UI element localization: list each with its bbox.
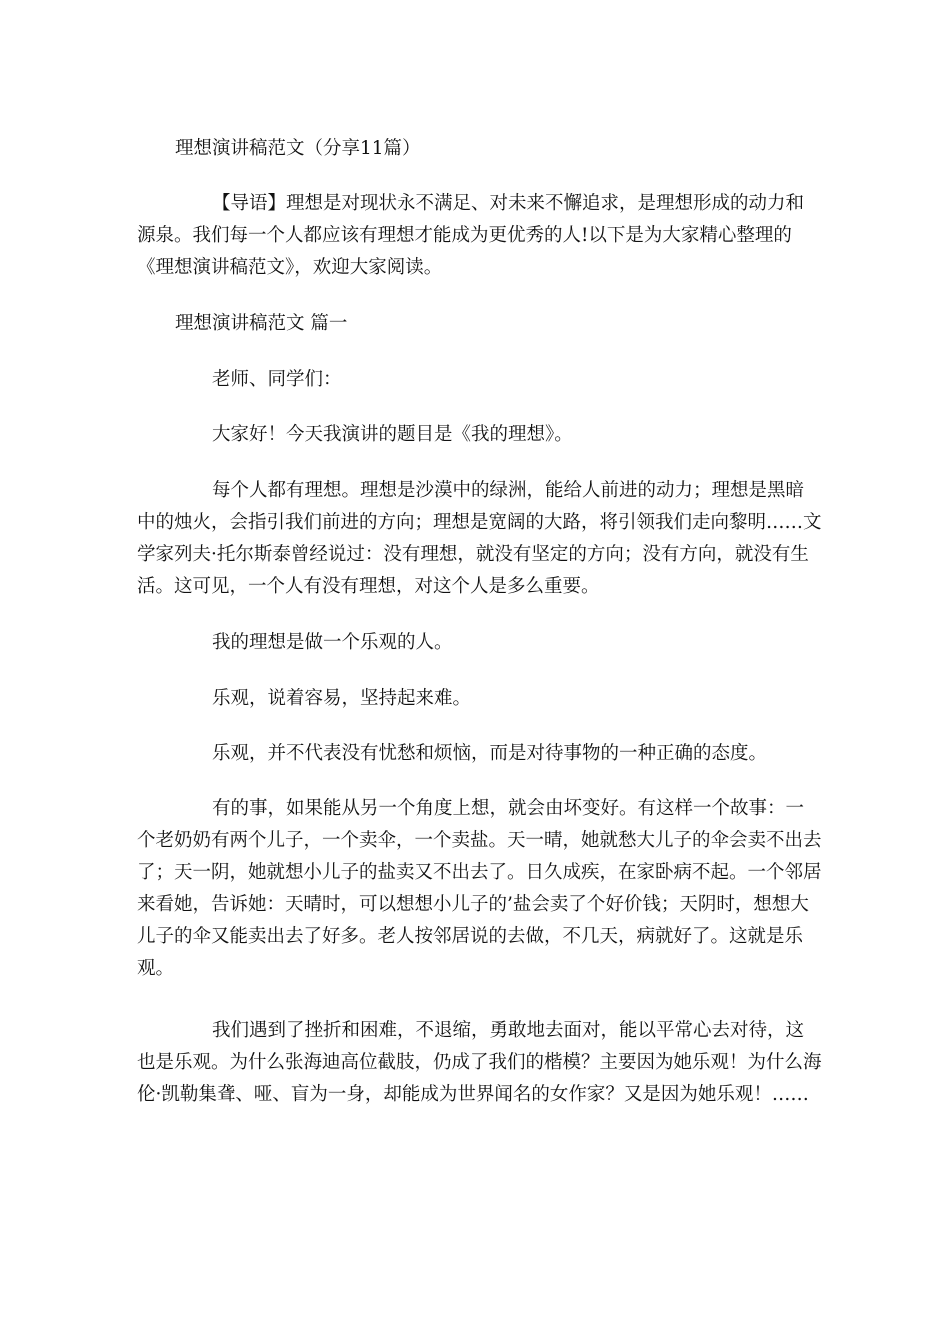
body-paragraph-3: 每个人都有理想。理想是沙漠中的绿洲，能给人前进的动力；理想是黑暗中的烛火，会指引我们前进的方向；理想是宽阔的大路，将引领我们走向黎明……文学家列夫·托尔斯泰曾经说过：没有理想，就没有坚定的方向；没有方向，就没有生活。这可见，一个人有没有理想，对这个人是多么重要。	[137, 480, 822, 597]
intro-paragraph: 【导语】理想是对现状永不满足、对未来不懈追求，是理想形成的动力和源泉。我们每一个人都应该有理想才能成为更优秀的人!以下是为大家精心整理的《理想演讲稿范文》，欢迎大家阅读。	[137, 193, 805, 278]
body-paragraph-4: 我的理想是做一个乐观的人。	[212, 632, 453, 653]
body-paragraph-8: 我们遇到了挫折和困难，不退缩，勇敢地去面对，能以平常心去对待，这也是乐观。为什么张海迪高位截肢，仍成了我们的楷模？主要因为她乐观！为什么海伦·凯勒集聋、哑、盲为一身，却能成为世界闻名的女作家？又是因为她乐观！……	[137, 1020, 822, 1105]
body-paragraph-2: 大家好！今天我演讲的题目是《我的理想》。	[212, 424, 573, 445]
body-paragraph-7: 有的事，如果能从另一个角度上想，就会由坏变好。有这样一个故事：一个老奶奶有两个儿子，一个卖伞，一个卖盐。天一晴，她就愁大儿子的伞会卖不出去了；天一阴，她就想小儿子的盐卖又不出去了。日久成疾，在家卧病不起。一个邻居来看她，告诉她：天晴时，可以想想小儿子的’盐会卖了个好价钱；天阴时，想想大儿子的伞又能卖出去了好多。老人按邻居说的去做，不几天，病就好了。这就是乐观。	[137, 798, 822, 979]
document-title: 理想演讲稿范文（分享11篇）	[175, 138, 421, 159]
body-paragraph-5: 乐观，说着容易，坚持起来难。	[212, 688, 472, 709]
body-paragraph-6: 乐观，并不代表没有忧愁和烦恼，而是对待事物的一种正确的态度。	[212, 743, 768, 764]
section-heading: 理想演讲稿范文 篇一	[175, 313, 348, 334]
body-paragraph-1: 老师、同学们：	[212, 369, 342, 390]
